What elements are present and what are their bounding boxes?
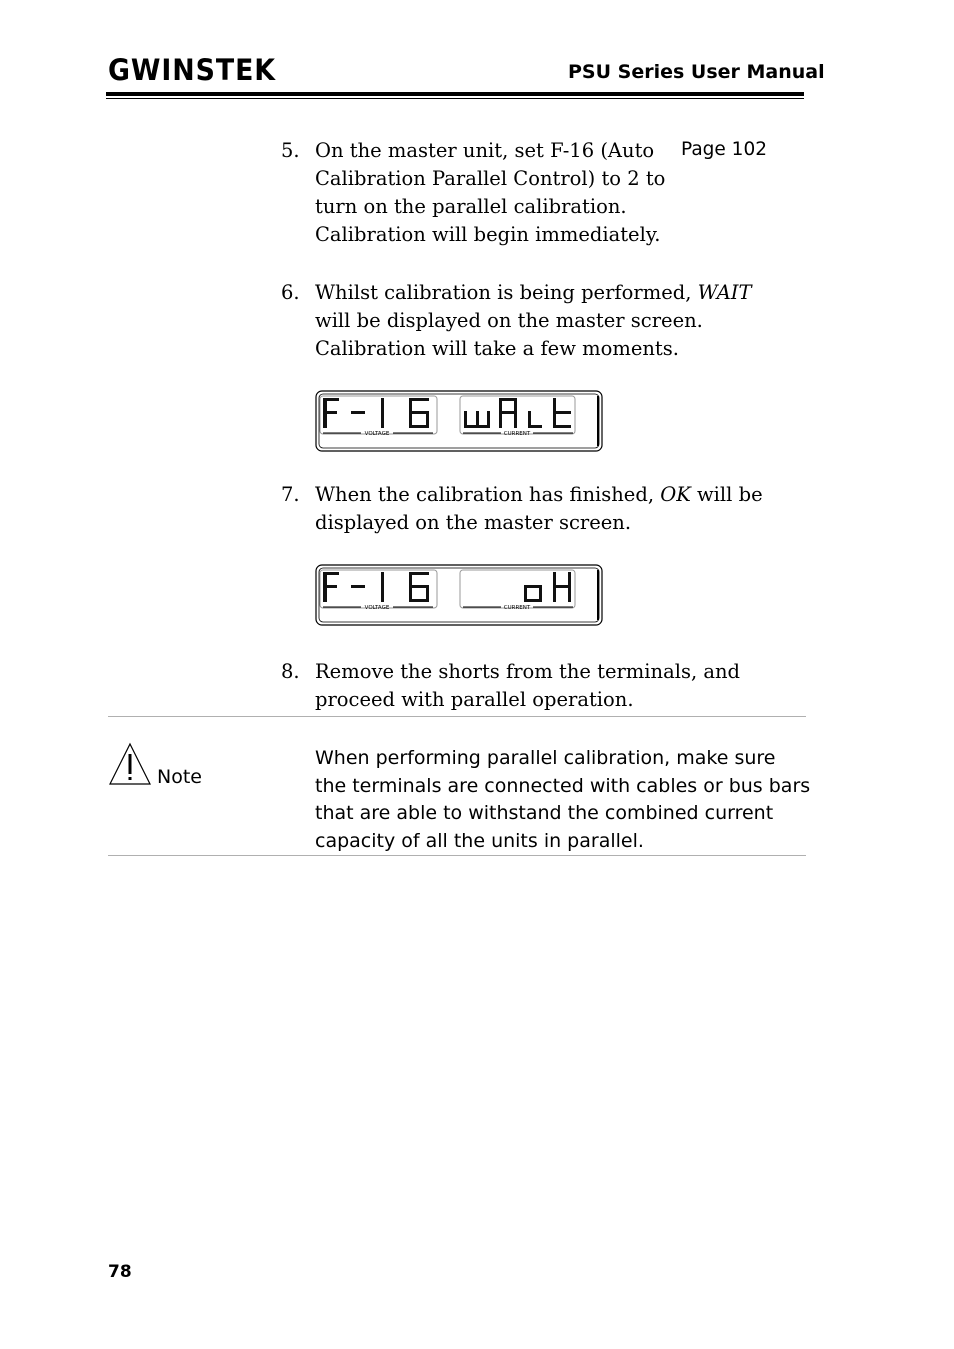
step-text-line: will be displayed on the master screen. (315, 309, 703, 332)
note-text (315, 745, 811, 855)
current-label: CURRENT (503, 605, 531, 611)
page-number: 78 (108, 1262, 132, 1282)
voltage-label: VOLTAGE (364, 431, 390, 437)
warning-icon (108, 742, 152, 786)
note-bottom-rule (108, 855, 806, 856)
note-text-line: the terminals are connected with cables or bus bars (315, 774, 811, 797)
step-number: 5. (281, 139, 300, 162)
step-number: 6. (281, 281, 300, 304)
display-panel-ok (315, 564, 603, 626)
manual-title: PSU Series User Manual (568, 61, 825, 83)
step-text: Whilst calibration is being performed, (315, 281, 698, 304)
svg-text:GWINSTEK: GWINSTEK (108, 55, 277, 83)
step-text-line: On the master unit, set F-16 (Auto (315, 139, 655, 162)
step-text-line: turn on the parallel calibration. (315, 195, 627, 218)
note-text-line: When performing parallel calibration, make sure (315, 747, 776, 769)
step-text: When the calibration has finished, (315, 483, 661, 506)
step-emphasis: WAIT (697, 281, 752, 304)
step-text-line: Remove the shorts from the terminals, and (315, 660, 741, 683)
note-top-rule (108, 716, 806, 717)
note-text-line: capacity of all the units in parallel. (315, 829, 644, 852)
voltage-label: VOLTAGE (364, 605, 390, 611)
step-text-line: displayed on the master screen. (315, 511, 632, 534)
step-text-line: proceed with parallel operation. (315, 688, 634, 711)
note-label: Note (157, 766, 202, 788)
step-number: 8. (281, 660, 300, 683)
step-text-line: Calibration Parallel Control) to 2 to (315, 167, 666, 190)
step-text-line: Calibration will take a few moments. (315, 337, 679, 360)
current-label: CURRENT (503, 431, 531, 437)
page-reference: Page 102 (681, 139, 767, 160)
header-rule-thin (106, 98, 804, 99)
step-text-line: Calibration will begin immediately. (315, 223, 661, 246)
note-text-line: that are able to withstand the combined current (315, 802, 774, 824)
step-emphasis: OK (660, 483, 691, 506)
header-rule (106, 92, 804, 96)
step-number: 7. (281, 483, 300, 506)
step-text: will be (690, 483, 763, 506)
gw-instek-logo (108, 55, 278, 83)
display-panel-wait (315, 390, 603, 452)
